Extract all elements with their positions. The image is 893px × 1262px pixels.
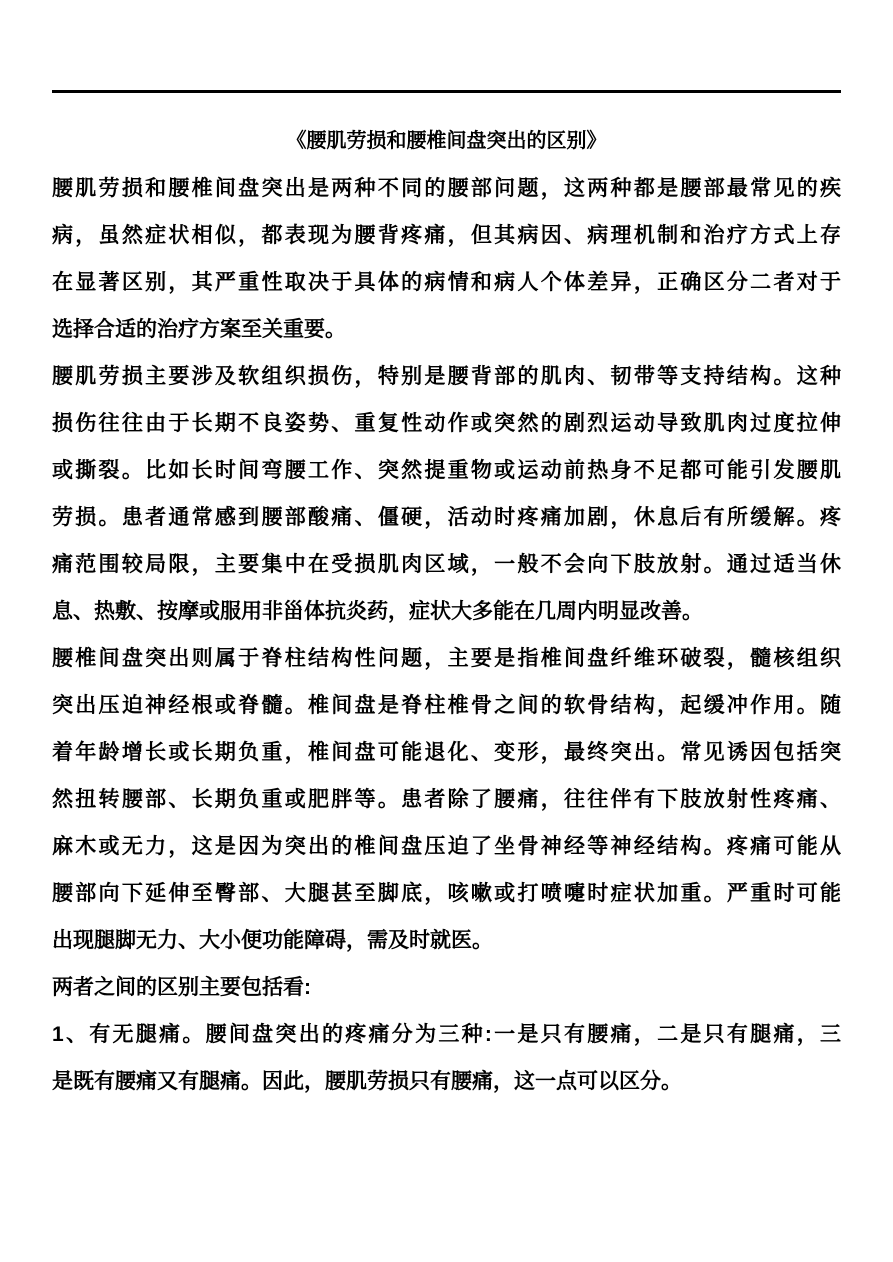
- document-body: [52, 118, 841, 1105]
- header-rule: [52, 90, 841, 93]
- paragraph-2-line-2: 损伤往往由于长期不良姿势、重复性动作或突然的剧烈运动导致肌肉过度拉伸: [52, 412, 841, 435]
- paragraph-1-line-1: 腰肌劳损和腰椎间盘突出是两种不同的腰部问题，这两种都是腰部最常见的疾: [52, 177, 841, 200]
- paragraph-1-line-3: 在显著区别，其严重性取决于具体的病情和病人个体差异，正确区分二者对于: [52, 271, 841, 294]
- paragraph-2-line-5: 痛范围较局限，主要集中在受损肌肉区域，一般不会向下肢放射。通过适当休: [52, 553, 841, 576]
- paragraph-3-line-2: 突出压迫神经根或脊髓。椎间盘是脊柱椎骨之间的软骨结构，起缓冲作用。随: [52, 694, 841, 717]
- paragraph-3-line-4: 然扭转腰部、长期负重或肥胖等。患者除了腰痛，往往伴有下肢放射性疼痛、: [52, 788, 841, 811]
- paragraph-1-line-2: 病，虽然症状相似，都表现为腰背疼痛，但其病因、病理机制和治疗方式上存: [52, 224, 841, 247]
- paragraphs-container: [52, 165, 841, 1105]
- paragraph-1-line-4: 选择合适的治疗方案至关重要。: [52, 318, 346, 341]
- paragraph-3-line-7: 出现腿脚无力、大小便功能障碍，需及时就医。: [52, 929, 493, 952]
- paragraph-2-line-6: 息、热敷、按摩或服用非甾体抗炎药，症状大多能在几周内明显改善。: [52, 600, 703, 623]
- paragraph-5-line-2: 是既有腰痛又有腿痛。因此，腰肌劳损只有腰痛，这一点可以区分。: [52, 1070, 682, 1093]
- document-title: 《腰肌劳损和腰椎间盘突出的区别》: [286, 130, 607, 152]
- paragraph-3-line-1: 腰椎间盘突出则属于脊柱结构性问题，主要是指椎间盘纤维环破裂，髓核组织: [52, 647, 841, 670]
- paragraph-5-line-1: 1、有无腿痛。腰间盘突出的疼痛分为三种:一是只有腰痛，二是只有腿痛，三: [52, 1023, 841, 1046]
- paragraph-2-line-3: 或撕裂。比如长时间弯腰工作、突然提重物或运动前热身不足都可能引发腰肌: [52, 459, 841, 482]
- paragraph-4-line-1: 两者之间的区别主要包括看:: [52, 976, 311, 999]
- paragraph-2-line-4: 劳损。患者通常感到腰部酸痛、僵硬，活动时疼痛加剧，休息后有所缓解。疼: [52, 506, 841, 529]
- paragraph-3-line-5: 麻木或无力，这是因为突出的椎间盘压迫了坐骨神经等神经结构。疼痛可能从: [52, 835, 841, 858]
- paragraph-2-line-1: 腰肌劳损主要涉及软组织损伤，特别是腰背部的肌肉、韧带等支持结构。这种: [52, 365, 841, 388]
- paragraph-3-line-3: 着年龄增长或长期负重，椎间盘可能退化、变形，最终突出。常见诱因包括突: [52, 741, 841, 764]
- paragraph-3-line-6: 腰部向下延伸至臀部、大腿甚至脚底，咳嗽或打喷嚏时症状加重。严重时可能: [52, 882, 841, 905]
